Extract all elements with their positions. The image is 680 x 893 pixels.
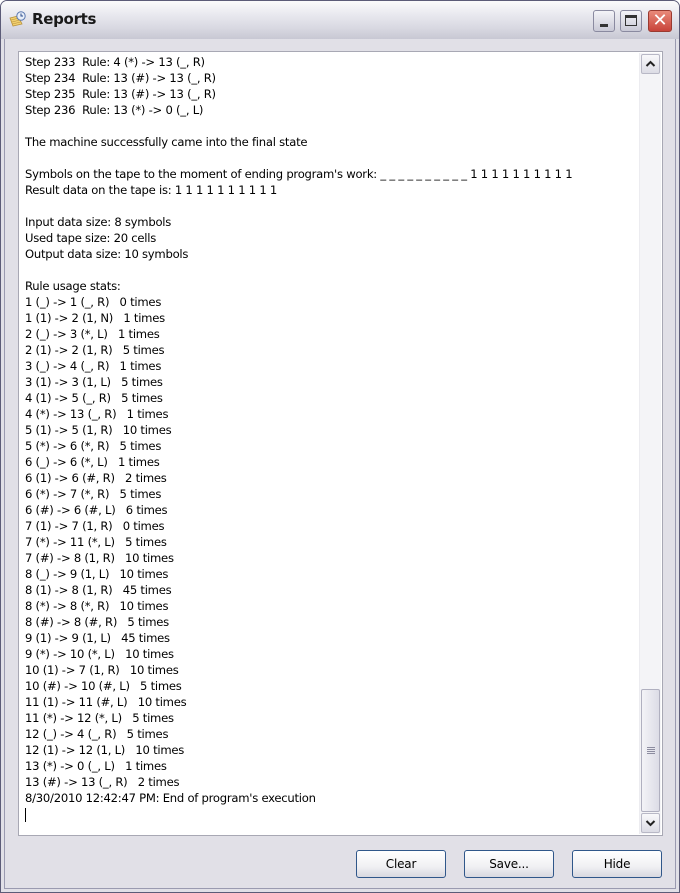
- log-line: 6 (*) -> 7 (*, R) 5 times: [25, 487, 162, 501]
- log-line: 9 (*) -> 10 (*, L) 10 times: [25, 647, 174, 661]
- log-line: 7 (1) -> 7 (1, R) 0 times: [25, 519, 165, 533]
- log-line: 2 (_) -> 3 (*, L) 1 times: [25, 327, 160, 341]
- log-line: 8 (_) -> 9 (1, L) 10 times: [25, 567, 169, 581]
- hide-button[interactable]: Hide: [572, 850, 662, 878]
- log-line: Input data size: 8 symbols: [25, 215, 172, 229]
- log-line: Rule usage stats:: [25, 279, 121, 293]
- log-line: 2 (1) -> 2 (1, R) 5 times: [25, 343, 165, 357]
- report-log-textarea[interactable]: [18, 51, 663, 836]
- minimize-icon: [600, 24, 608, 27]
- log-line: 7 (*) -> 11 (*, L) 5 times: [25, 535, 167, 549]
- log-line: 9 (1) -> 9 (1, L) 45 times: [25, 631, 170, 645]
- log-line: Step 234 Rule: 13 (#) -> 13 (_, R): [25, 71, 216, 85]
- scroll-up-button[interactable]: [641, 54, 660, 74]
- log-line: [25, 198, 637, 214]
- scroll-down-button[interactable]: [641, 813, 660, 833]
- log-line: 6 (#) -> 6 (#, L) 6 times: [25, 503, 168, 517]
- text-caret-line: [25, 806, 637, 822]
- clear-button[interactable]: Clear: [356, 850, 446, 878]
- chevron-down-icon: [642, 814, 659, 832]
- maximize-button[interactable]: [620, 10, 642, 32]
- title-bar[interactable]: [1, 1, 679, 39]
- log-line: Symbols on the tape to the moment of ending program's work: _ _ _ _ _ _ _ _ _ _ 1 1 1 1 1 1 1 1 1 1: [25, 167, 573, 181]
- log-line: 6 (1) -> 6 (#, R) 2 times: [25, 471, 167, 485]
- log-line: 1 (1) -> 2 (1, N) 1 times: [25, 311, 165, 325]
- reports-app-icon: [9, 11, 27, 27]
- log-line: 12 (_) -> 4 (_, R) 5 times: [25, 727, 169, 741]
- log-line: 8 (#) -> 8 (#, R) 5 times: [25, 615, 169, 629]
- close-button[interactable]: [648, 10, 672, 32]
- minimize-button[interactable]: [593, 10, 615, 32]
- log-line: 7 (#) -> 8 (1, R) 10 times: [25, 551, 174, 565]
- log-line: Step 235 Rule: 13 (#) -> 13 (_, R): [25, 87, 216, 101]
- text-caret: [25, 808, 26, 822]
- log-line: 1 (_) -> 1 (_, R) 0 times: [25, 295, 162, 309]
- log-line: 4 (1) -> 5 (_, R) 5 times: [25, 391, 163, 405]
- maximize-icon: [625, 15, 637, 26]
- chevron-up-icon: [642, 55, 659, 73]
- log-line: Output data size: 10 symbols: [25, 247, 189, 261]
- log-line: 13 (#) -> 13 (_, R) 2 times: [25, 775, 180, 789]
- grip-icon: [647, 747, 655, 755]
- log-line: [25, 150, 637, 166]
- log-line: 4 (*) -> 13 (_, R) 1 times: [25, 407, 169, 421]
- scroll-thumb[interactable]: [641, 689, 660, 812]
- report-log-text[interactable]: [25, 54, 637, 822]
- log-line: 3 (_) -> 4 (_, R) 1 times: [25, 359, 162, 373]
- log-line: Step 236 Rule: 13 (*) -> 0 (_, L): [25, 103, 204, 117]
- close-icon: ✕: [652, 10, 668, 31]
- log-line: Used tape size: 20 cells: [25, 231, 157, 245]
- log-line: 13 (*) -> 0 (_, L) 1 times: [25, 759, 167, 773]
- save-button[interactable]: Save...: [464, 850, 554, 878]
- log-line: 8 (1) -> 8 (1, R) 45 times: [25, 583, 172, 597]
- window-title: Reports: [32, 10, 97, 28]
- log-line: 5 (1) -> 5 (1, R) 10 times: [25, 423, 172, 437]
- log-line: [25, 118, 637, 134]
- log-line: 8/30/2010 12:42:47 PM: End of program's execution: [25, 791, 316, 805]
- log-line: 10 (#) -> 10 (#, L) 5 times: [25, 679, 182, 693]
- vertical-scrollbar[interactable]: [639, 53, 661, 834]
- log-line: The machine successfully came into the final state: [25, 135, 308, 149]
- log-line: 11 (*) -> 12 (*, L) 5 times: [25, 711, 174, 725]
- log-line: 12 (1) -> 12 (1, L) 10 times: [25, 743, 185, 757]
- log-line: 5 (*) -> 6 (*, R) 5 times: [25, 439, 162, 453]
- log-line: [25, 262, 637, 278]
- log-line: Step 233 Rule: 4 (*) -> 13 (_, R): [25, 55, 205, 69]
- log-line: 6 (_) -> 6 (*, L) 1 times: [25, 455, 160, 469]
- log-line: Result data on the tape is: 1 1 1 1 1 1 1 1 1 1: [25, 183, 278, 197]
- log-line: 11 (1) -> 11 (#, L) 10 times: [25, 695, 187, 709]
- log-line: 3 (1) -> 3 (1, L) 5 times: [25, 375, 163, 389]
- log-line: 10 (1) -> 7 (1, R) 10 times: [25, 663, 179, 677]
- log-line: 8 (*) -> 8 (*, R) 10 times: [25, 599, 169, 613]
